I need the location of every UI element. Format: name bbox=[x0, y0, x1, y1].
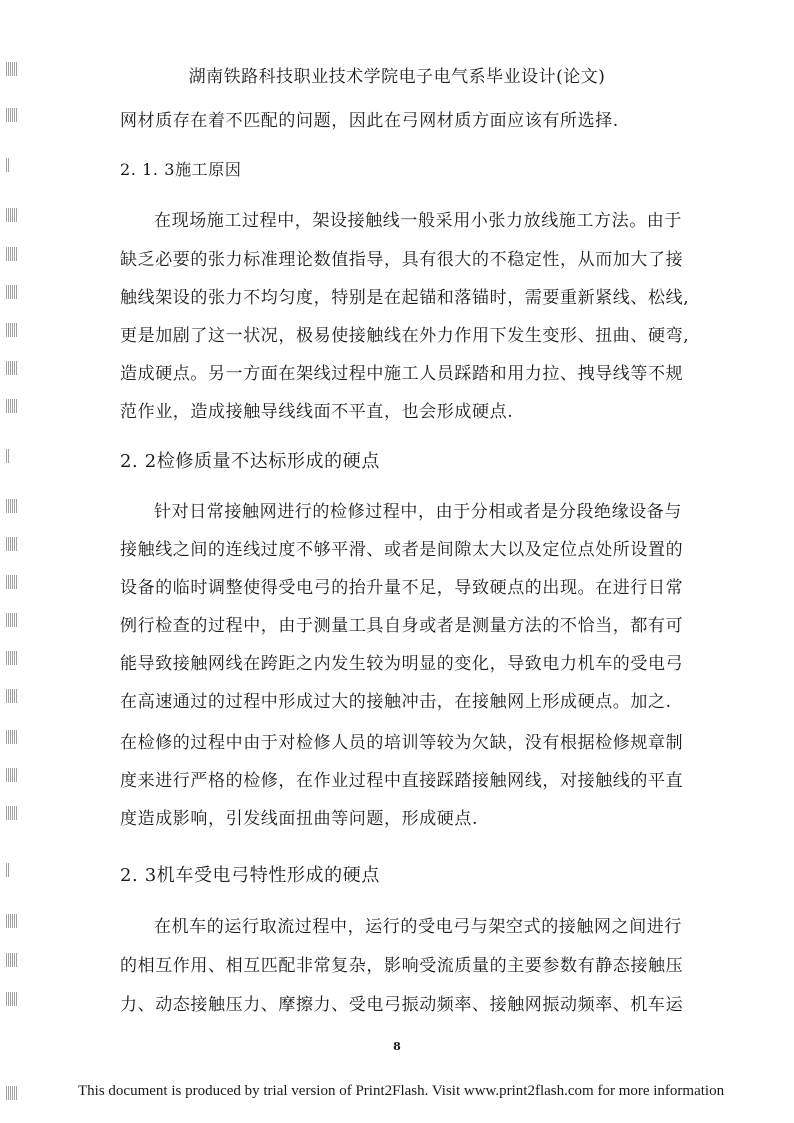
body-line: 范作业，造成接触导线线面不平直，也会形成硬点. bbox=[120, 402, 514, 422]
margin-artifact bbox=[6, 992, 17, 1006]
body-line: 在高速通过的过程中形成过大的接触冲击，在接触网上形成硬点。加之. bbox=[120, 692, 672, 712]
margin-artifact bbox=[6, 285, 17, 299]
margin-artifact bbox=[6, 689, 17, 703]
body-line: 度来进行严格的检修，在作业过程中直接踩踏接触网线，对接触线的平直 bbox=[120, 771, 684, 791]
margin-artifact bbox=[6, 499, 17, 513]
body-line: 度造成影响，引发线面扭曲等问题，形成硬点. bbox=[120, 809, 479, 829]
margin-artifact bbox=[6, 247, 17, 261]
body-line: 设备的临时调整使得受电弓的抬升量不足，导致硬点的出现。在进行日常 bbox=[120, 578, 684, 598]
body-line: 缺乏必要的张力标准理论数值指导，具有很大的不稳定性，从而加大了接 bbox=[120, 250, 684, 270]
margin-artifact bbox=[6, 730, 17, 744]
page-header: 湖南铁路科技职业技术学院电子电气系毕业设计(论文) bbox=[188, 67, 606, 87]
section-heading-2-2: 2. 2检修质量不达标形成的硬点 bbox=[120, 451, 380, 472]
margin-artifact bbox=[6, 575, 17, 589]
body-line: 网材质存在着不匹配的问题，因此在弓网材质方面应该有所选择. bbox=[120, 111, 619, 131]
body-line: 的相互作用、相互匹配非常复杂，影响受流质量的主要参数有静态接触压 bbox=[120, 956, 684, 976]
margin-artifact bbox=[6, 449, 10, 463]
page-number: 8 bbox=[393, 1040, 401, 1053]
margin-artifact bbox=[6, 361, 17, 375]
margin-artifact bbox=[6, 158, 10, 172]
trial-watermark-notice: This document is produced by trial version of Print2Flash. Visit www.print2flash.com for more information bbox=[78, 1083, 725, 1099]
body-line: 造成硬点。另一方面在架线过程中施工人员踩踏和用力拉、拽导线等不规 bbox=[120, 364, 684, 384]
body-line: 能导致接触网线在跨距之内发生较为明显的变化，导致电力机车的受电弓 bbox=[120, 654, 684, 674]
margin-artifact bbox=[6, 651, 17, 665]
margin-artifact bbox=[6, 768, 17, 782]
margin-artifact bbox=[6, 953, 17, 967]
body-line: 接触线之间的连线过度不够平滑、或者是间隙太大以及定位点处所设置的 bbox=[120, 540, 684, 560]
section-heading-2-3: 2. 3机车受电弓特性形成的硬点 bbox=[120, 865, 380, 886]
margin-artifact bbox=[6, 613, 17, 627]
margin-artifact bbox=[6, 537, 17, 551]
body-line: 例行检查的过程中，由于测量工具自身或者是测量方法的不恰当，都有可 bbox=[120, 616, 684, 636]
margin-artifact bbox=[6, 323, 17, 337]
margin-artifact bbox=[6, 1086, 17, 1100]
body-line: 在检修的过程中由于对检修人员的培训等较为欠缺，没有根据检修规章制 bbox=[120, 733, 684, 753]
margin-artifact bbox=[6, 863, 10, 877]
margin-artifact bbox=[6, 914, 17, 928]
body-line: 触线架设的张力不均匀度，特别是在起锚和落锚时，需要重新紧线、松线, bbox=[120, 288, 690, 308]
margin-artifact bbox=[6, 208, 17, 222]
section-heading-2-1-3: 2. 1. 3施工原因 bbox=[120, 160, 242, 179]
margin-artifact bbox=[6, 399, 17, 413]
body-line: 在现场施工过程中，架设接触线一般采用小张力放线施工方法。由于 bbox=[154, 211, 682, 231]
body-line: 力、动态接触压力、摩擦力、受电弓振动频率、接触网振动频率、机车运 bbox=[120, 995, 684, 1015]
body-line: 针对日常接触网进行的检修过程中，由于分相或者是分段绝缘设备与 bbox=[154, 502, 682, 522]
body-line: 在机车的运行取流过程中，运行的受电弓与架空式的接触网之间进行 bbox=[154, 917, 682, 937]
margin-artifact bbox=[6, 108, 17, 122]
margin-artifact bbox=[6, 806, 17, 820]
margin-artifact bbox=[6, 62, 17, 76]
body-line: 更是加剧了这一状况，极易使接触线在外力作用下发生变形、扭曲、硬弯, bbox=[120, 326, 690, 346]
